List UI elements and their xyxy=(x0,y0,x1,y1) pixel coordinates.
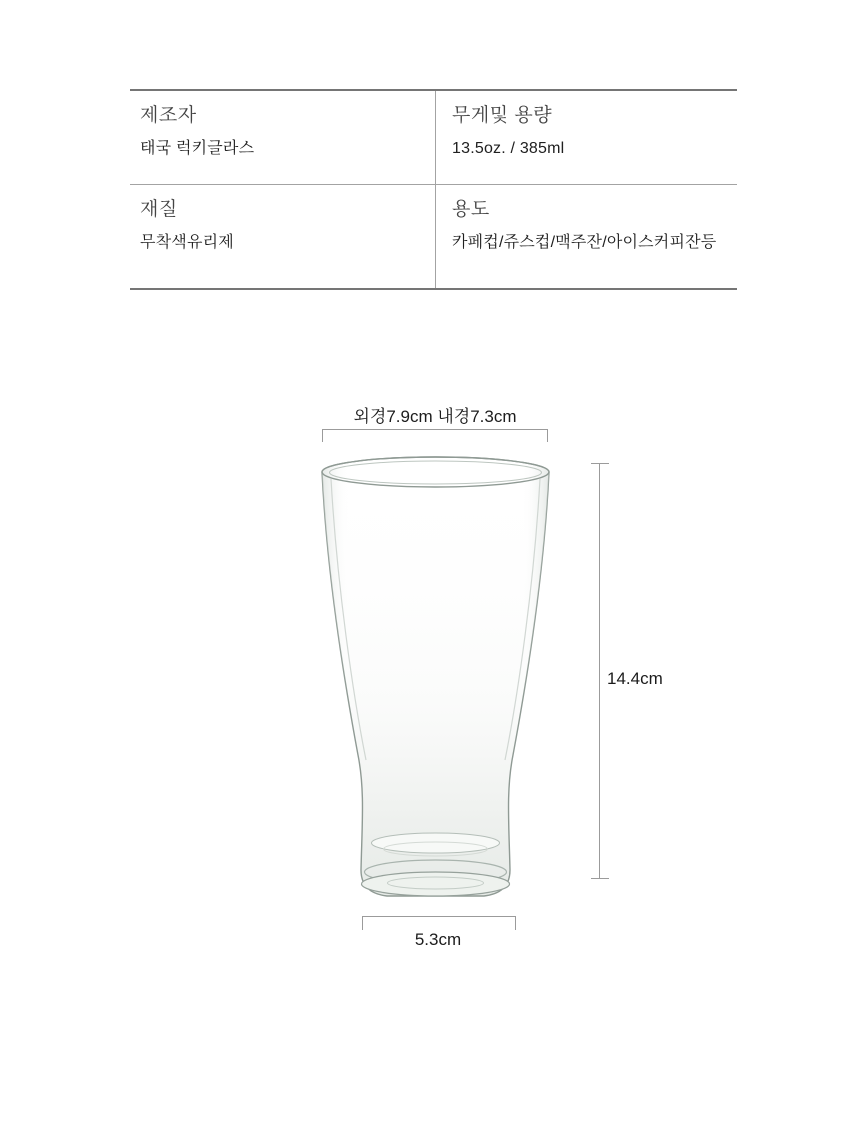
glass-inner-floor xyxy=(372,833,500,853)
spec-label-manufacturer: 제조자 xyxy=(140,105,197,126)
spec-label-material: 재질 xyxy=(140,199,178,220)
spec-value-material: 무착색유리제 xyxy=(140,234,234,251)
dimension-line-outer-diameter xyxy=(322,429,548,442)
dimension-line-height-rule xyxy=(599,464,600,878)
spec-value-usage: 카페컵/쥬스컵/맥주잔/아이스커피잔등 xyxy=(452,234,717,251)
spec-cell-manufacturer xyxy=(130,91,436,185)
spec-value-manufacturer: 태국 럭키글라스 xyxy=(140,140,255,157)
dimension-label-base: 5.3cm xyxy=(414,930,462,949)
spec-table xyxy=(130,89,737,290)
spec-cell-material xyxy=(130,185,436,288)
spec-label-usage: 용도 xyxy=(452,199,490,220)
glass-base-bottom xyxy=(362,872,510,896)
dimension-label-outer-diameter: 외경7.9cm 내경7.3cm xyxy=(353,407,517,426)
spec-label-weight-capacity: 무게및 용량 xyxy=(452,105,553,126)
dimension-label-height: 14.4cm xyxy=(607,669,663,688)
glass-product-image xyxy=(305,445,565,910)
dimension-line-base xyxy=(362,916,516,930)
spec-value-weight-capacity: 13.5oz. / 385ml xyxy=(452,140,565,157)
spec-cell-usage xyxy=(436,185,737,288)
spec-cell-weight-capacity xyxy=(436,91,737,185)
